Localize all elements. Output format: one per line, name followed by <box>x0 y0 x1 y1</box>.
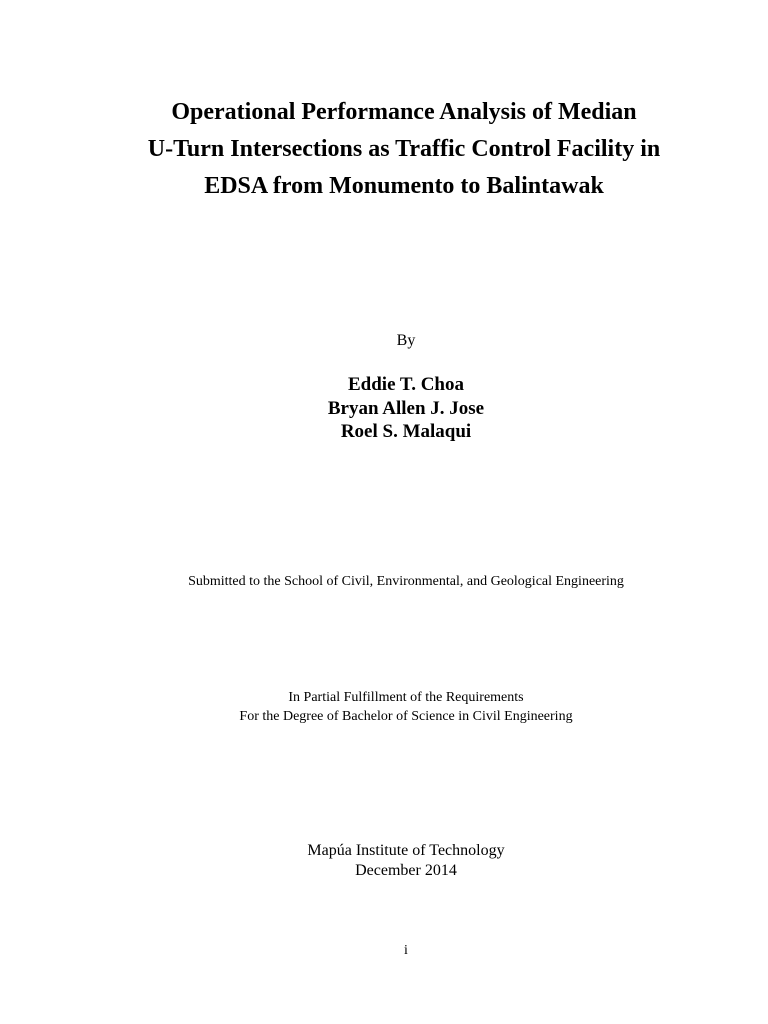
fulfillment-line: In Partial Fulfillment of the Requirements <box>288 690 524 705</box>
fulfillment-line: For the Degree of Bachelor of Science in Civil Engineering <box>239 708 573 724</box>
author-name: Roel S. Malaqui <box>340 421 472 442</box>
page-number-text: i <box>404 943 408 958</box>
fulfillment-statement <box>22 689 768 726</box>
author-list <box>22 373 768 444</box>
submitted-to-text: Submitted to the School of Civil, Environmental, and Geological Engineering <box>188 574 624 589</box>
title-line: Operational Performance Analysis of Median <box>171 99 637 125</box>
by-label <box>22 331 768 351</box>
author-name: Eddie T. Choa <box>348 374 464 395</box>
submission-statement <box>22 573 768 591</box>
thesis-title <box>20 94 768 205</box>
page-number <box>22 942 768 960</box>
institution-name: Mapúa Institute of Technology <box>307 842 505 859</box>
title-line: EDSA from Monumento to Balintawak <box>204 173 604 199</box>
institution-block <box>22 841 768 881</box>
author-name: Bryan Allen J. Jose <box>327 397 485 419</box>
by-text: By <box>396 332 416 349</box>
title-line: U-Turn Intersections as Traffic Control Facility in <box>147 136 661 162</box>
submission-date: December 2014 <box>355 862 457 879</box>
